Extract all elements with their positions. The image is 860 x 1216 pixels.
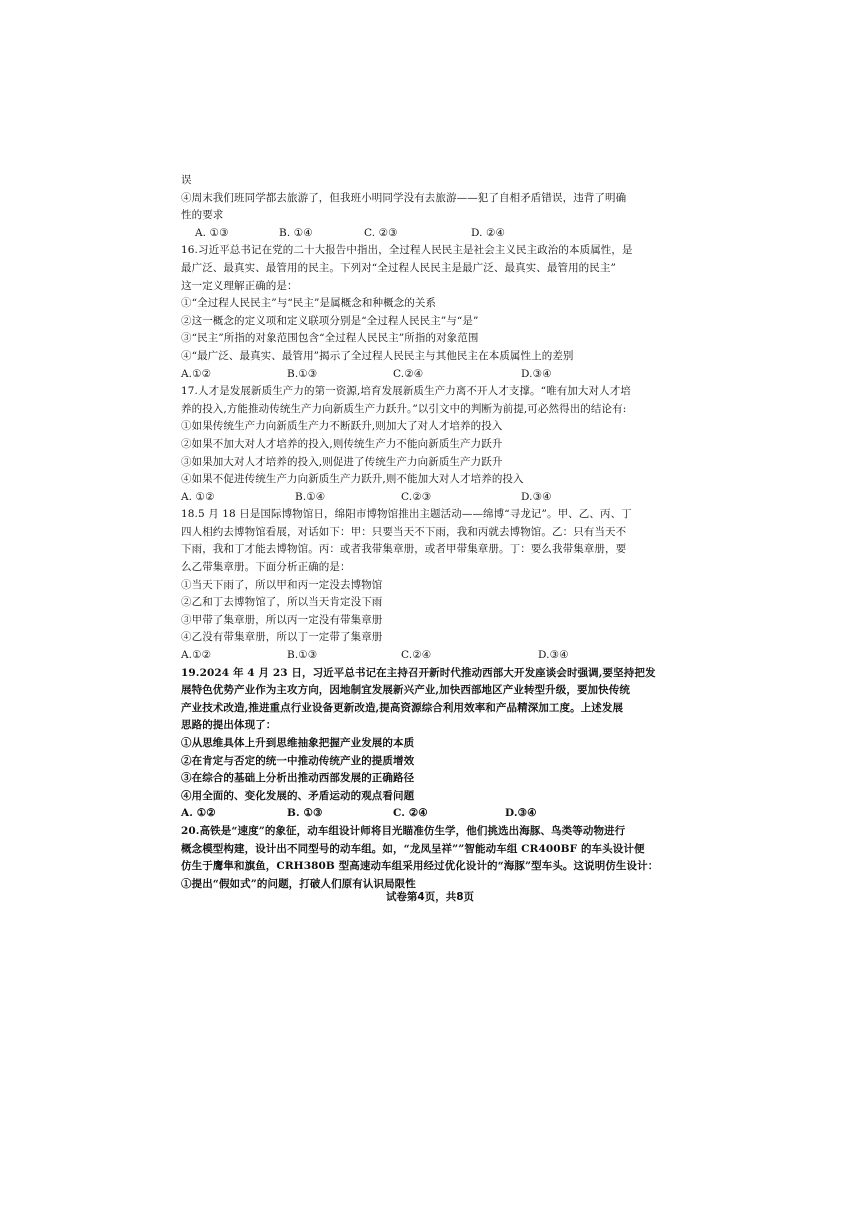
option-b: B. ①④	[279, 226, 313, 239]
option-a: A.①②	[181, 367, 212, 380]
question-text: 概念模型构建，设计出不同型号的动车组。如，“龙凤呈祥””智能动车组 CR400BF 的车头设计便	[181, 842, 645, 855]
question-text: 下雨，我和丁才能去博物馆。丙：或者我带集章册，或者甲带集章册。丁：要么我带集章册，要	[181, 543, 627, 556]
option-c: C.②④	[393, 367, 424, 380]
option-b: B.①③	[287, 649, 318, 662]
option-d: D. ②④	[471, 226, 506, 239]
question-text: 19.2024 年 4 月 23 日，习近平总书记在主持召开新时代推动西部大开发座谈会时强调,要坚持把发	[181, 666, 656, 679]
statement-2: ②乙和丁去博物馆了，所以当天肯定没下雨	[181, 596, 383, 609]
statement-1: ①如果传统生产力向新质生产力不断跃升,则加大了对人才培养的投入	[181, 420, 503, 433]
text-line: ④周末我们班同学都去旅游了，但我班小明同学没有去旅游——犯了自相矛盾错误，违背了明确	[181, 191, 627, 204]
statement-3: ③“民主”所指的对象范围包含“全过程人民民主”所指的对象范围	[181, 332, 479, 345]
option-a: A. ①③	[195, 226, 229, 239]
question-text: 这一定义理解正确的是：	[181, 279, 298, 292]
question-text: 最广泛、最真实、最管用的民主。下列对“全过程人民民主是最广泛、最真实、最管用的民主”	[181, 261, 616, 274]
question-text: 思路的提出体现了：	[181, 719, 277, 732]
statement-2: ②如果不加大对人才培养的投入,则传统生产力不能向新质生产力跃升	[181, 437, 503, 450]
question-17	[181, 383, 681, 506]
question-text: 么乙带集章册。下面分析正确的是：	[181, 561, 351, 574]
statement-2: ②这一概念的定义项和定义联项分别是“全过程人民民主”与“是”	[181, 314, 479, 327]
option-d: D.③④	[505, 807, 537, 820]
page-footer: 试卷第4页，共8页	[385, 891, 475, 903]
statement-1: ①从思维具体上升到思维抽象把握产业发展的本质	[181, 737, 415, 749]
text-line: 性的要求	[181, 209, 224, 222]
q19-options	[181, 805, 681, 823]
question-text: 仿生于鹰隼和旗鱼，CRH380B 型高速动车组采用经过优化设计的“海豚”型车头。这说明仿生设计：	[181, 860, 659, 873]
question-18	[181, 506, 681, 664]
statement-3: ③在综合的基础上分析出推动西部发展的正确路径	[181, 772, 415, 785]
option-a: A. ①②	[181, 807, 216, 820]
option-c: C. ②④	[393, 807, 428, 820]
statement-2: ②在肯定与否定的统一中推动传统产业的提质增效	[181, 754, 415, 767]
statement-3: ③甲带了集章册，所以丙一定没有带集章册	[181, 613, 383, 626]
q15-options	[181, 225, 681, 243]
question-16	[181, 242, 681, 383]
option-a: A. ①②	[181, 490, 215, 503]
question-text: 16.习近平总书记在党的二十大报告中指出，全过程人民民主是社会主义民主政治的本质属性，是	[181, 244, 633, 257]
statement-3: ③如果加大对人才培养的投入,则促进了传统生产力向新质生产力跃升	[181, 455, 503, 468]
question-text: 养的投入,方能推动传统生产力向新质生产力跃升。”以引文中的判断为前提,可必然得出的结论有:	[181, 402, 627, 415]
q17-options	[181, 489, 681, 507]
statement-1: ①提出“假如式”的问题，打破人们原有认识局限性	[181, 877, 416, 890]
question-text: 17.人才是发展新质生产力的第一资源,培育发展新质生产力离不开人才支撑。“唯有加大对人才培	[181, 385, 631, 398]
question-text: 18.5 月 18 日是国际博物馆日，绵阳市博物馆推出主题活动——绵博“寻龙记”。甲、乙、丙、丁	[181, 508, 632, 521]
option-b: B. ①③	[287, 807, 323, 820]
question-text: 展特色优势产业作为主攻方向，因地制宜发展新兴产业,加快西部地区产业转型升级，要加快传统	[181, 684, 630, 697]
option-d: D.③④	[538, 649, 569, 662]
statement-1: ①当天下雨了，所以甲和丙一定没去博物馆	[181, 578, 383, 591]
option-a: A.①②	[181, 649, 212, 662]
option-b: B.①④	[295, 490, 326, 503]
q18-options	[181, 647, 681, 665]
q16-options	[181, 366, 681, 384]
question-text: 产业技术改造,推进重点行业设备更新改造,提高资源综合利用效率和产品精深加工度。上述发展	[181, 701, 624, 714]
statement-1: ①“全过程人民民主”与“民主”是属概念和种概念的关系	[181, 297, 437, 310]
text-line: 误	[181, 174, 192, 186]
question-20	[181, 823, 681, 893]
option-c: C.②③	[401, 490, 432, 503]
question-text: 四人相约去博物馆看展，对话如下：甲：只要当天不下雨，我和丙就去博物馆。乙：只有当天不	[181, 525, 627, 538]
option-c: C.②④	[401, 649, 432, 662]
question-text: 20.高铁是“速度”的象征，动车组设计师将目光瞄准仿生学，他们挑选出海豚、鸟类等动物进行	[181, 824, 626, 837]
statement-4: ④用全面的、变化发展的、矛盾运动的观点看问题	[181, 789, 415, 802]
option-d: D.③④	[521, 490, 552, 503]
statement-4: ④如果不促进传统生产力向新质生产力跃升,则不能加大对人才培养的投入	[181, 473, 524, 486]
statement-4: ④“最广泛、最真实、最管用”揭示了全过程人民民主与其他民主在本质属性上的差别	[181, 349, 574, 362]
option-b: B.①③	[287, 367, 318, 380]
option-d: D.③④	[521, 367, 552, 380]
page-content	[181, 172, 681, 893]
statement-4: ④乙没有带集章册，所以丁一定带了集章册	[181, 631, 383, 644]
option-c: C. ②③	[364, 226, 398, 239]
question-19	[181, 665, 681, 823]
